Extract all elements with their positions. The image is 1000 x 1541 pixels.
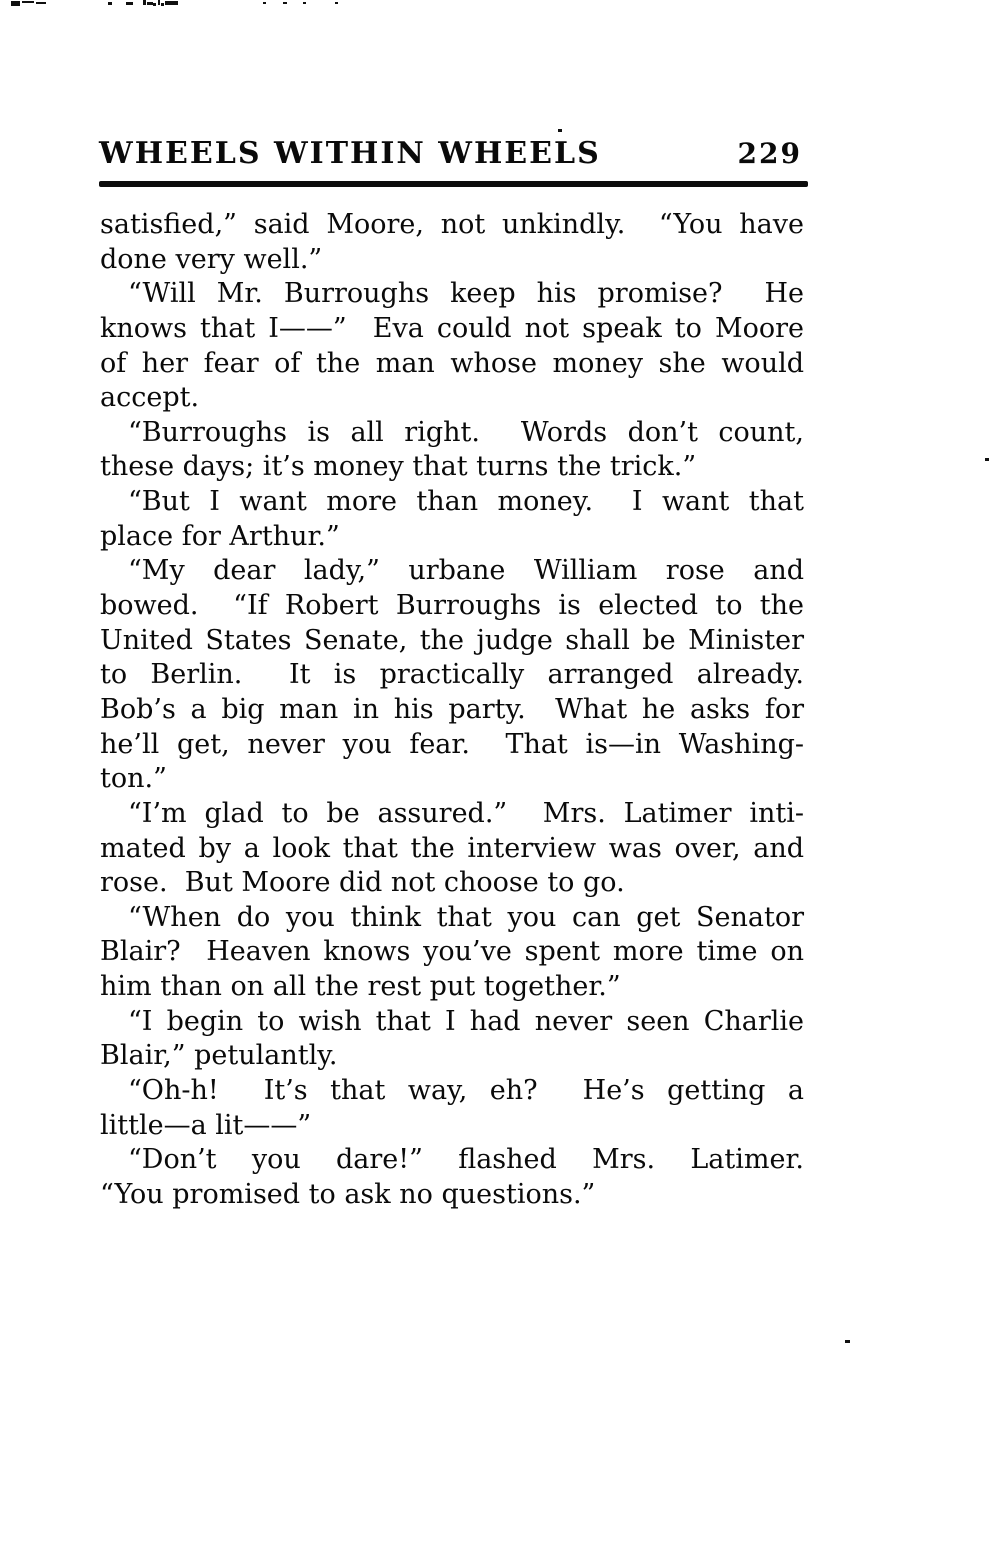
text-line: of her fear of the man whose money she would: [100, 347, 804, 379]
text-line: place for Arthur.”: [100, 520, 340, 552]
text-line: accept.: [100, 382, 200, 414]
scan-artifact-speck: [283, 2, 287, 4]
text-line: knows that I——” Eva could not speak to Moore: [100, 312, 804, 344]
text-line: “You promised to ask no questions.”: [100, 1178, 596, 1210]
scan-artifact-speck: [126, 2, 133, 5]
scan-artifact-speck: [158, 0, 160, 5]
text-line: “But I want more than money. I want that: [128, 486, 804, 518]
text-line: to Berlin. It is practically arranged already.: [100, 659, 804, 691]
scan-artifact-speck: [303, 2, 306, 4]
scan-artifact-speck: [165, 1, 178, 5]
text-line: “I begin to wish that I had never seen Charlie: [128, 1005, 804, 1037]
page-header: [99, 136, 808, 171]
scan-artifact-speck: [22, 1, 34, 3]
text-line: Blair,” petulantly.: [100, 1040, 338, 1072]
body-text: [100, 208, 804, 1213]
text-line: ton.”: [100, 763, 167, 795]
text-line: “Will Mr. Burroughs keep his promise? He: [128, 278, 804, 310]
text-line: he’ll get, never you fear. That is—in Washing-: [100, 728, 804, 760]
text-line: “My dear lady,” urbane William rose and: [128, 555, 804, 587]
text-line: “I’m glad to be assured.” Mrs. Latimer inti-: [128, 797, 804, 829]
text-line: rose. But Moore did not choose to go.: [100, 867, 625, 899]
text-line: “When do you think that you can get Senator: [128, 901, 804, 933]
scan-artifact-speck: [11, 1, 20, 6]
text-line: mated by a look that the interview was over, and: [100, 832, 804, 864]
text-line: Bob’s a big man in his party. What he asks for: [100, 693, 804, 725]
scan-artifact-speck: [153, 3, 156, 6]
scan-artifact-speck: [845, 1340, 850, 1343]
text-line: United States Senate, the judge shall be Minister: [100, 624, 804, 656]
page-number: 229: [737, 137, 802, 170]
scan-artifact-speck: [558, 129, 562, 132]
text-line: Blair? Heaven knows you’ve spent more time on: [100, 936, 804, 968]
text-line: him than on all the rest put together.”: [100, 971, 621, 1003]
scan-artifact-speck: [108, 2, 112, 5]
text-line: bowed. “If Robert Burroughs is elected to the: [100, 590, 804, 622]
running-title: WHEELS WITHIN WHEELS: [99, 136, 601, 171]
text-line: done very well.”: [100, 243, 323, 275]
text-line: “Burroughs is all right. Words don’t count,: [128, 416, 804, 448]
header-rule: [99, 181, 808, 187]
scan-artifact-speck: [36, 2, 46, 4]
text-line: little—a lit——”: [100, 1109, 312, 1141]
scan-artifact-speck: [161, 3, 164, 6]
scan-artifact-speck: [143, 0, 146, 5]
text-line: “Oh-h! It’s that way, eh? He’s getting a: [128, 1075, 804, 1107]
text-line: these days; it’s money that turns the trick.”: [100, 451, 697, 483]
text-line: “Don’t you dare!” flashed Mrs. Latimer.: [128, 1144, 804, 1176]
scan-artifact-speck: [263, 2, 266, 4]
text-line: satisfied,” said Moore, not unkindly. “You have: [100, 209, 804, 240]
scan-artifact-speck: [985, 458, 989, 461]
scan-artifact-speck: [335, 2, 338, 4]
